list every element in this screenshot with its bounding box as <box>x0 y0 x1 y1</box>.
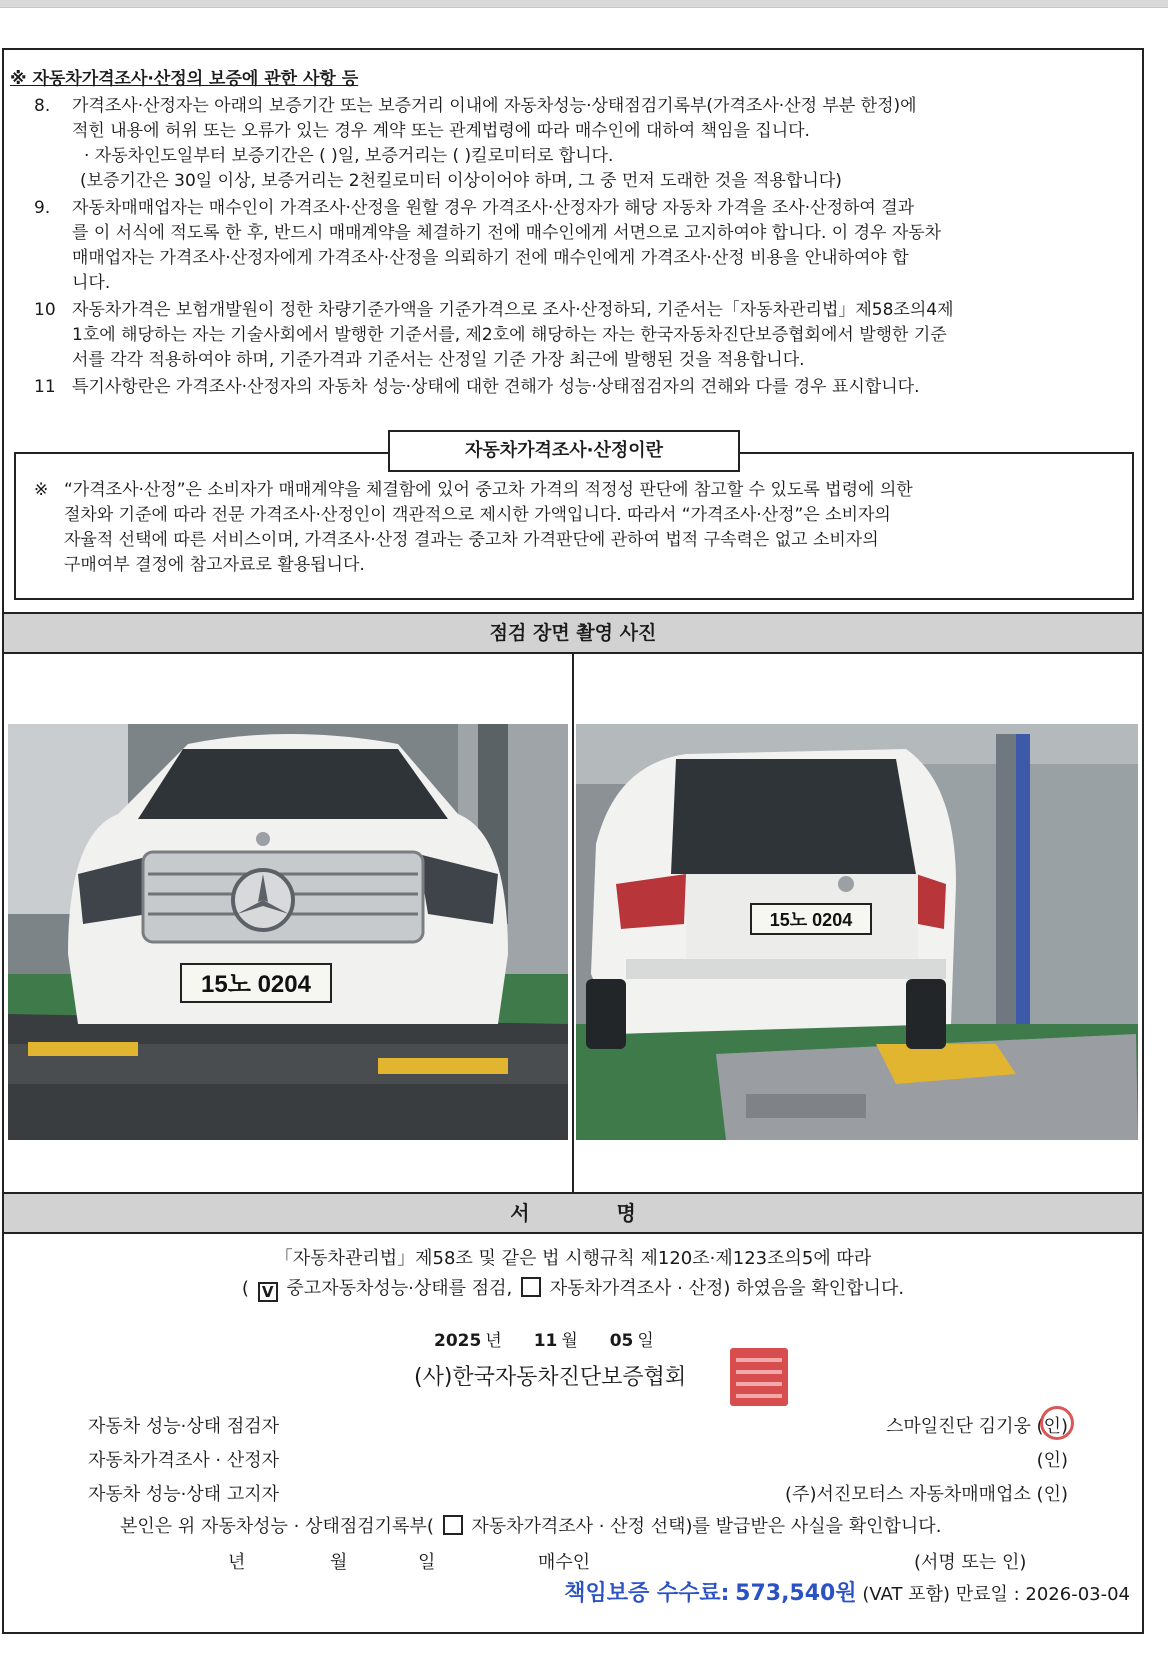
item-line: 1호에 해당하는 자는 기술사회에서 발행한 기준서를, 제2호에 해당하는 자는 한국자동차진단보증협회에서 발행한 기준 <box>72 325 947 345</box>
definition-title: 자동차가격조사·산정이란 <box>388 430 740 472</box>
date-month: 11 <box>533 1331 558 1351</box>
photo-section <box>4 654 1142 1192</box>
notifier-row <box>88 1480 1068 1506</box>
signature-section <box>4 1234 1142 1632</box>
buyer-label: 매수인 <box>538 1552 591 1573</box>
item-line: 서를 각각 적용하여야 하며, 기준가격과 기준서는 산정일 기준 가장 최근에 발행된 것을 적용합니다. <box>72 350 805 370</box>
price-survey-checkbox[interactable] <box>521 1277 541 1297</box>
ack-day: 일 <box>418 1552 436 1573</box>
inspector-value: 스마일진단 김기웅 (인) <box>886 1416 1068 1437</box>
confirm-line <box>4 1274 1142 1302</box>
item-number: 9. <box>34 198 51 218</box>
date-day: 05 <box>609 1331 634 1351</box>
notifier-value: (주)서진모터스 자동차매매업소 (인) <box>785 1484 1068 1505</box>
definition-line: 자율적 선택에 따른 서비스이며, 가격조사·산정 결과는 중고차 가격판단에 관하여 법적 구속력은 없고 소비자의 <box>64 530 879 550</box>
signature-title: 서 명 <box>4 1192 1142 1234</box>
front-car-photo <box>8 724 568 1140</box>
confirm-text-1: 중고자동차성능·상태를 점검, <box>286 1278 513 1299</box>
item-sub-line: · 자동차인도일부터 보증기간은 ( )일, 보증거리는 ( )킬로미터로 합니다. <box>84 146 614 166</box>
inspection-checkbox[interactable]: V <box>258 1282 278 1302</box>
issue-date <box>434 1326 680 1351</box>
fee-amount: 573,540원 <box>735 1581 857 1606</box>
notice-items <box>34 94 1126 402</box>
notice-title: ※ 자동차가격조사·산정의 보증에 관한 사항 등 <box>10 69 359 89</box>
item-number: 10 <box>34 300 56 320</box>
price-surveyor-label: 자동차가격조사 · 산정자 <box>88 1450 280 1471</box>
rear-plate-text: 15노 0204 <box>769 910 853 930</box>
notifier-label: 자동차 성능·상태 고지자 <box>88 1484 280 1505</box>
front-plate-text: 15노 0204 <box>201 971 311 998</box>
inspector-label: 자동차 성능·상태 점검자 <box>88 1416 280 1437</box>
ack-year: 년 <box>228 1552 246 1573</box>
definition-line: 구매여부 결정에 참고자료로 활용됩니다. <box>64 555 365 575</box>
inspector-seal <box>1040 1406 1074 1440</box>
item-number: 11 <box>34 377 56 397</box>
association-seal <box>730 1348 788 1406</box>
date-year-unit: 년 <box>485 1331 502 1351</box>
document-frame <box>2 48 1144 1634</box>
ack-month: 월 <box>330 1552 348 1573</box>
ack-text-2: 자동차가격조사 · 산정 선택)를 발급받은 사실을 확인합니다. <box>471 1516 942 1537</box>
fee-vat: (VAT 포함) <box>862 1584 950 1605</box>
rear-car-illustration <box>576 724 1138 1140</box>
note-mark: ※ <box>34 480 49 500</box>
item-line: 매매업자는 가격조사·산정자에게 가격조사·산정을 의뢰하기 전에 매수인에게 가격조사·산정 비용을 안내하여야 합 <box>72 248 909 268</box>
notice-item-8 <box>34 94 1126 194</box>
price-surveyor-row <box>88 1446 1068 1472</box>
notice-section <box>4 50 1142 612</box>
item-line: 를 이 서식에 적도록 한 후, 반드시 매매계약을 체결하기 전에 매수인에게 서면으로 고지하여야 합니다. 이 경우 자동차 <box>72 223 942 243</box>
guarantee-fee <box>564 1576 1130 1607</box>
definition-text <box>34 478 1114 578</box>
item-line: 니다. <box>72 273 111 293</box>
item-line: 가격조사·산정자는 아래의 보증기간 또는 보증거리 이내에 자동차성능·상태점검기록부(가격조사·산정 부분 한정)에 <box>72 96 917 116</box>
date-year: 2025 <box>434 1331 482 1351</box>
law-line: 「자동차관리법」제58조 및 같은 법 시행규칙 제120조·제123조의5에 따라 <box>274 1248 872 1269</box>
price-surveyor-value: (인) <box>1036 1450 1068 1471</box>
item-line: 적힌 내용에 허위 또는 오류가 있는 경우 계약 또는 관계법령에 따라 매수인에 대하여 책임을 집니다. <box>72 121 810 141</box>
ack-price-checkbox[interactable] <box>443 1515 463 1535</box>
front-car-illustration <box>8 724 568 1140</box>
inspector-row <box>88 1412 1068 1438</box>
item-sub-line: (보증기간은 30일 이상, 보증거리는 2천킬로미터 이상이어야 하며, 그 중 먼저 도래한 것을 적용합니다) <box>80 171 842 191</box>
definition-line: 절차와 기준에 따라 전문 가격조사·산정인이 객관적으로 제시한 가액입니다. 따라서 “가격조사·산정”은 소비자의 <box>64 505 891 525</box>
confirm-text-2: 자동차가격조사 · 산정) 하였음을 확인합니다. <box>549 1278 905 1299</box>
photo-divider <box>572 654 574 1192</box>
rear-car-photo <box>576 724 1138 1140</box>
date-month-unit: 월 <box>561 1331 578 1351</box>
photo-section-title: 점검 장면 촬영 사진 <box>4 612 1142 654</box>
notice-item-11 <box>34 375 1126 400</box>
buyer-signature: (서명 또는 인) <box>914 1552 1027 1573</box>
top-border <box>0 0 1168 8</box>
expiry-date: 만료일 : 2026-03-04 <box>955 1584 1130 1605</box>
date-day-unit: 일 <box>637 1331 654 1351</box>
acknowledgement-line <box>120 1512 941 1538</box>
definition-line: “가격조사·산정”은 소비자가 매매계약을 체결함에 있어 중고차 가격의 적정성 판단에 참고할 수 있도록 법령에 의한 <box>64 480 913 500</box>
ack-text-1: 본인은 위 자동차성능 · 상태점검기록부( <box>120 1516 434 1537</box>
item-line: 자동차가격은 보험개발원이 정한 차량기준가액을 기준가격으로 조사·산정하되, 기준서는「자동차관리법」제58조의4제 <box>72 300 954 320</box>
notice-item-10 <box>34 298 1126 373</box>
item-line: 자동차매매업자는 매수인이 가격조사·산정을 원할 경우 가격조사·산정자가 해당 자동차 가격을 조사·산정하여 결과 <box>72 198 915 218</box>
fee-label: 책임보증 수수료: <box>564 1581 730 1606</box>
notice-item-9 <box>34 196 1126 296</box>
item-number: 8. <box>34 96 51 116</box>
item-line: 특기사항란은 가격조사·산정자의 자동차 성능·상태에 대한 견해가 성능·상태점검자의 견해와 다를 경우 표시합니다. <box>72 377 920 397</box>
association-name: (사)한국자동차진단보증협회 <box>414 1365 687 1390</box>
confirm-open: ( <box>241 1278 249 1299</box>
